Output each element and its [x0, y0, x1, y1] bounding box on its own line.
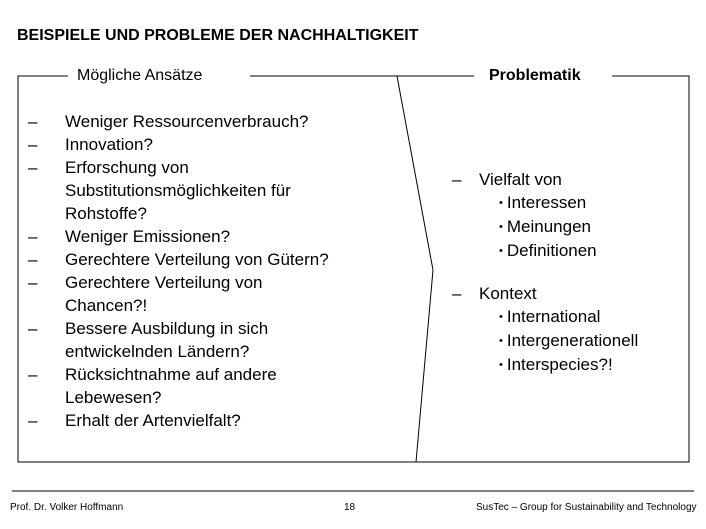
list-item-text: Innovation?	[65, 135, 153, 154]
dash-marker: –	[28, 365, 38, 384]
problem-subitem-text: Meinungen	[506, 217, 591, 236]
dash-marker: –	[28, 411, 38, 430]
problem-subitem-text: Intergenerationell	[506, 331, 639, 350]
footer-author: Prof. Dr. Volker Hoffmann	[10, 502, 124, 513]
problem-subitem	[452, 215, 692, 239]
bullet-marker: •	[499, 311, 503, 323]
problem-heading	[452, 168, 692, 191]
dash-marker: –	[28, 158, 38, 177]
footer-organization: SusTec – Group for Sustainability and Technology	[476, 502, 697, 513]
dash-marker: –	[28, 273, 38, 292]
list-item	[28, 248, 388, 271]
list-item	[28, 110, 388, 133]
bullet-marker: •	[499, 335, 503, 347]
list-item	[28, 133, 388, 156]
list-item	[28, 271, 388, 317]
list-item-text: Weniger Ressourcenverbrauch?	[65, 112, 309, 131]
list-item-text: Weniger Emissionen?	[65, 227, 231, 246]
dash-marker: –	[28, 112, 38, 131]
bullet-marker: •	[499, 245, 503, 257]
problem-subitem-text: International	[506, 307, 601, 326]
dash-marker: –	[28, 319, 38, 338]
problem-subitem-text: Interessen	[506, 193, 587, 212]
problem-group-diversity	[452, 168, 692, 263]
left-heading: Mögliche Ansätze	[77, 67, 203, 84]
approaches-list	[28, 110, 388, 432]
list-item-text: Gerechtere Verteilung von Chancen?!	[65, 273, 263, 315]
list-item	[28, 156, 388, 225]
list-item-text: Erforschung von Substitutionsmöglichkeiten für Rohstoffe?	[65, 158, 291, 223]
list-item-text: Gerechtere Verteilung von Gütern?	[65, 250, 329, 269]
problem-subitem	[452, 191, 692, 215]
dash-marker: –	[28, 227, 38, 246]
bullet-marker: •	[499, 359, 503, 371]
dash-marker: –	[28, 250, 38, 269]
list-item	[28, 225, 388, 248]
dash-marker: –	[452, 284, 462, 303]
page-title: BEISPIELE UND PROBLEME DER NACHHALTIGKEIT	[17, 27, 419, 44]
problem-heading-text: Kontext	[479, 284, 537, 303]
right-heading: Problematik	[489, 67, 581, 84]
footer-page-number: 18	[344, 502, 356, 513]
dash-marker: –	[28, 135, 38, 154]
problem-group-context	[452, 282, 692, 377]
problem-heading	[452, 282, 692, 305]
list-item	[28, 317, 388, 363]
list-item-text: Bessere Ausbildung in sich entwickelnden Ländern?	[65, 319, 269, 361]
problem-heading-text: Vielfalt von	[479, 170, 562, 189]
right-box-outline-2	[416, 76, 689, 462]
dash-marker: –	[452, 170, 462, 189]
list-item	[28, 363, 388, 409]
problem-subitem-text: Definitionen	[506, 241, 597, 260]
problem-subitem-text: Interspecies?!	[506, 355, 613, 374]
problem-subitem	[452, 329, 692, 353]
bullet-marker: •	[499, 197, 503, 209]
list-item-text: Rücksichtnahme auf andere Lebewesen?	[65, 365, 277, 407]
list-item-text: Erhalt der Artenvielfalt?	[65, 411, 241, 430]
list-item	[28, 409, 388, 432]
bullet-marker: •	[499, 221, 503, 233]
problem-subitem	[452, 239, 692, 263]
problem-subitem	[452, 305, 692, 329]
problem-subitem	[452, 353, 692, 377]
